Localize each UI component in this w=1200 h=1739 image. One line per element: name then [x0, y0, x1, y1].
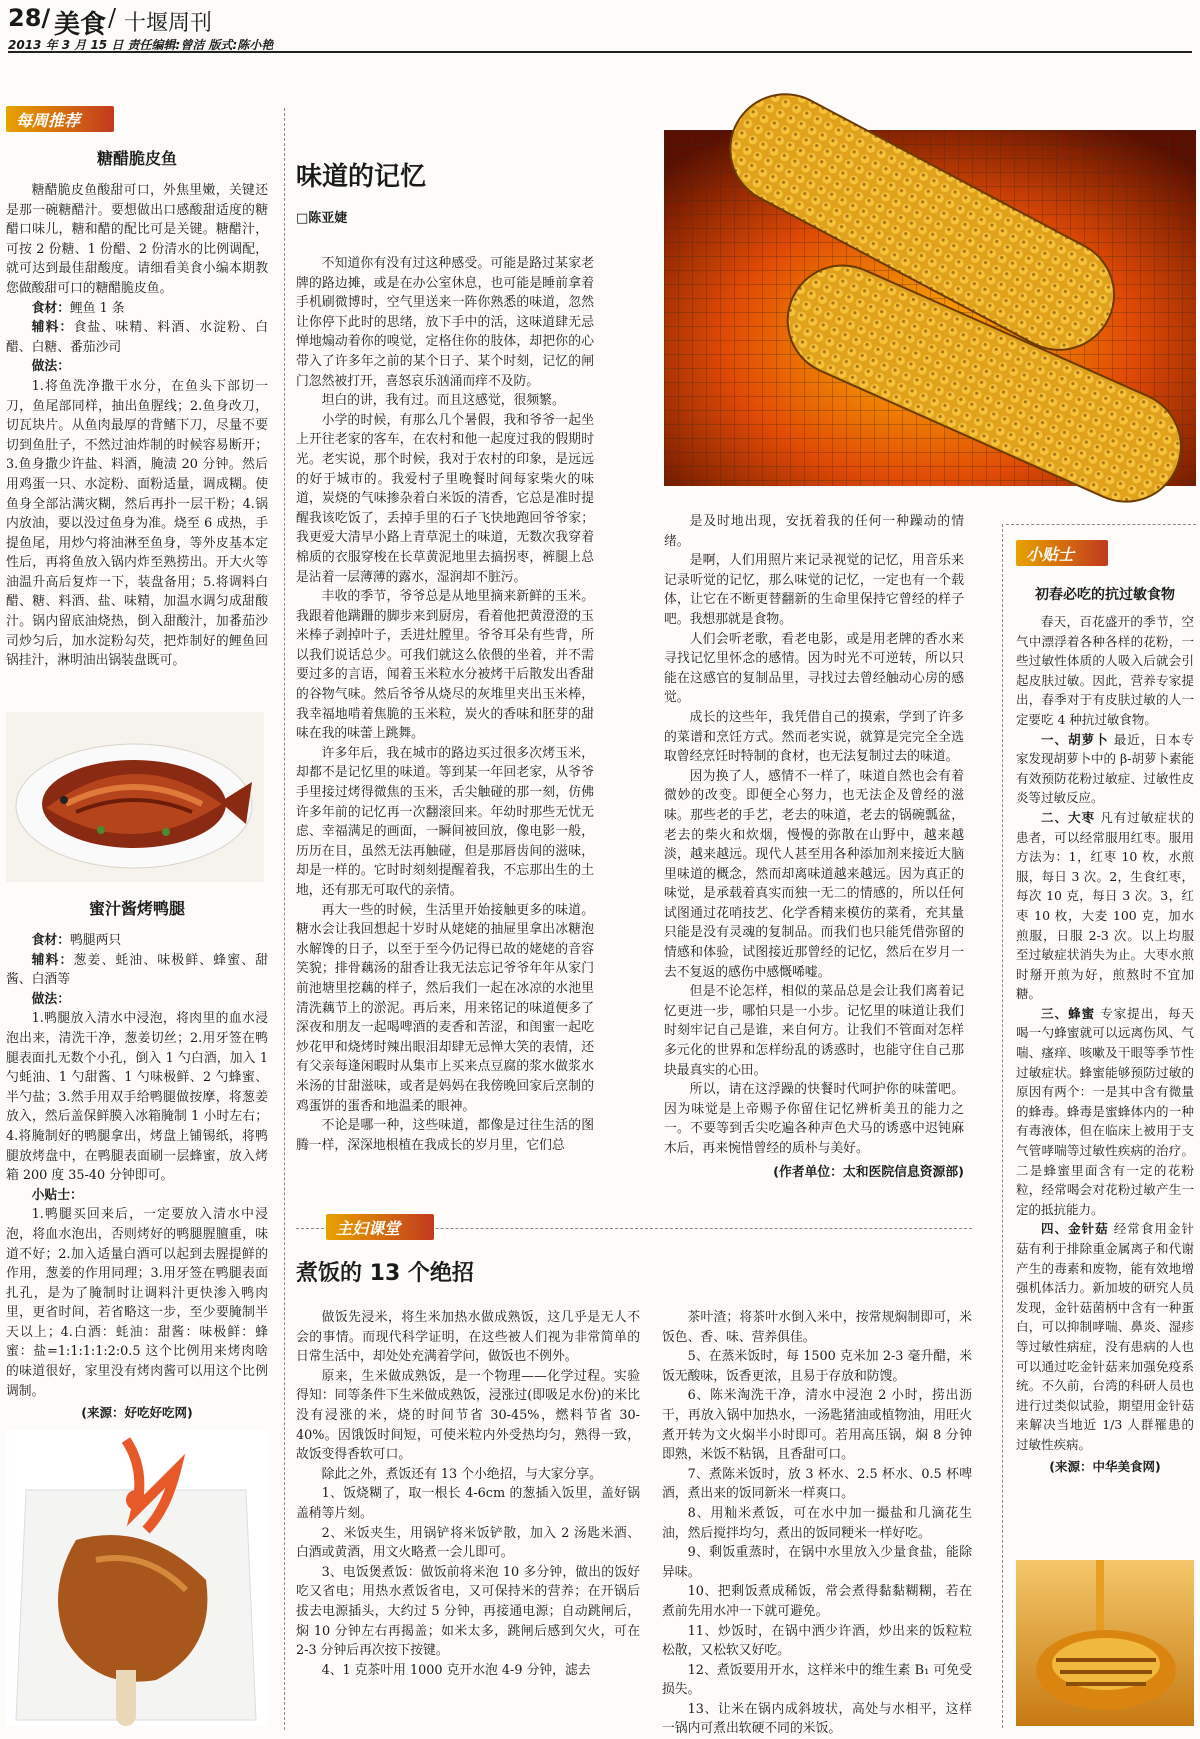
weekly-pick-badge: 每周推荐	[6, 106, 114, 132]
rice-para: 茶叶渣；将茶叶水倒入米中，按常规焖制即可，米饭色、香、味、营养俱佳。	[662, 1310, 972, 1345]
journal-name: 十堰周刊	[124, 11, 213, 36]
memory-para: 人们会听老歌，看老电影，或是用老牌的香水来寻找记忆里怀念的感情。因为时光不可逆转，所以只能在这感官的复制品里，寻找过去曾经触动心房的感觉。	[664, 631, 964, 706]
memory-col2	[664, 512, 964, 1180]
rice-col1	[296, 1308, 640, 1728]
rice-para: 8、用籼米煮饭，可在水中加一撮盐和几滴花生油，然后搅拌均匀，煮出的饭同粳米一样好吃。	[662, 1505, 972, 1541]
rice-para: 11、炒饭时，在锅中洒少许酒，炒出来的饭粒粒松散，又松软又好吃。	[662, 1623, 972, 1659]
memory-para: 因为换了人，感情不一样了，味道自然也会有着微妙的改变。即便全心努力，也无法企及曾经的滋味。那些老的手艺，老去的味道，老去的锅碗瓢盆，老去的柴火和炊烟，慢慢的弥散在山野中，越来越淡，越来越远。现代人甚至用各种添加剂来接近大脑里味道的概念，然而却离味道越来越远。因为真正的味觉，是承载着真实而独一无二的情感的，所以任何试图通过花哨技艺、化学香精来模仿的菜肴，充其量只能是没有灵魂的复制品。而我们也只能凭借弥留的情感和体验，试图接近那曾经的记忆，然后在岁月一去不复返的感伤中感慨唏嘘。	[664, 768, 964, 980]
rice-para: 6、陈米淘洗干净，清水中浸泡 2 小时，捞出沥干，再放入锅中加热水，一汤匙猪油或植物油，用旺火煮开转为文火焖半小时即可。若用高压锅，焖 8 分钟即熟，米饭不粘锅，且香甜可口。	[662, 1388, 972, 1463]
duck-dish-image	[6, 1430, 268, 1726]
duck-source: (来源：好吃好吃网)	[81, 1405, 193, 1421]
duck-article	[6, 896, 269, 1421]
rice-col2	[662, 1308, 972, 1737]
column-divider-right	[1002, 524, 1003, 1728]
tips-top-rule	[1006, 524, 1196, 525]
page-header	[8, 4, 1192, 50]
rice-para: 7、煮陈米饭时，放 3 杯水、2.5 杯水、0.5 杯啤酒，煮出来的饭同新米一样爽口。	[662, 1466, 972, 1502]
rice-para: 做饭先浸米，将生米加热水做成熟饭，这几乎是无人不会的事情。而现代科学证明，在这些被人们视为非常简单的日常生活中，却处处充满着学问，做饭也不例外。	[296, 1310, 640, 1365]
rice-para: 5、在蒸米饭时，每 1500 克米加 2-3 毫升醋，米饭无酸味，饭香更浓，且易于存放和防馊。	[662, 1349, 972, 1384]
honey-image	[1016, 1560, 1194, 1726]
column-divider-left	[284, 108, 285, 1730]
fish-method: 1.将鱼洗净撒干水分，在鱼头下部切一刀，鱼尾部同样，抽出鱼腥线；2.鱼身改刀，切瓦块片。从鱼肉最厚的背鳍下刀，尽量不要切到鱼肚子，不然过油炸制的时候容易断开；3.鱼身撒少许盐、料酒，腌渍 20 分钟。然后用鸡蛋一只、水淀粉、面粉适量，调成糊。使鱼身全部沾满灾糊，然后再扑一层干粉；4.锅内放油，要以没过鱼身为准。烧至 6 成热，手提鱼尾，用炒勺将油淋至鱼身，等外皮基本定性后，再将鱼放入锅内炸至熟捞出。开大火等油温升高后复炸一下，装盘备用；5.将调料白醋、糖、料酒、盐、味精，加温水调匀成甜酸汁。锅内留底油烧热，倒入甜酸汁，加番茄沙司炒匀后，加水淀粉勾芡，把炸制好的鲤鱼回锅挂汁，淋明油出锅装盘既可。	[6, 378, 268, 669]
rice-para: 12、煮饭要用开水，这样米中的维生素 B₁ 可免受损失。	[662, 1662, 972, 1698]
allergy-item: 四、金针菇 经常食用金针菇有利于排除重金属离子和代谢产生的毒素和废物，能有效地增强机体活力。新加坡的研究人员发现，金针菇菌柄中含有一种蛋白，可以抑制哮喘、鼻炎、湿疹等过敏性病症，没有患病的人也可以通过吃金针菇来加强免疫系统。不久前，台湾的科研人员也进行过类似试验，期望用金针菇来解决当地近 1/3 人群罹患的过敏性疾病。	[1016, 1221, 1194, 1452]
memory-col1	[296, 254, 594, 1194]
rice-para: 原来，生米做成熟饭，是一个物理——化学过程。实验得知：同等条件下生米做成熟饭，浸涨过(即吸足水份)的米比没有浸涨的米，烧的时间节省 30-45%，燃料节省 30-40%。因饿饭时间短，可使米粒内外受热均匀，熟得一致，故饭变得香软可口。	[296, 1368, 640, 1463]
memory-para: 再大一些的时候，生活里开始接触更多的味道。糖水会让我回想起十岁时从姥姥的抽屉里拿出冰糖泡水解馋的日子，以至于至今仍记得已故的姥姥的音容笑貌；排骨藕汤的甜香让我无法忘记爷爷年年从家门前池塘里挖藕的样子，然后我们一起在冰凉的水池里清洗藕节上的淤泥。再后来，用来铭记的味道便多了深夜和朋友一起喝啤酒的麦香和苦涩，和闺蜜一起吃炒花甲和烧烤时辣出眼泪却肆无忌惮大笑的表情，还有父亲每逢闲暇时从集市上买来点豆腐的浆水做浆水米汤的甘甜滋味，或者是妈妈在我傍晚回家后烹制的鸡蛋饼的蛋香和地温柔的眼神。	[296, 902, 594, 1114]
rice-para: 1、饭烧糊了，取一根长 4-6cm 的葱插入饭里，盖好锅盖稍等片刻。	[296, 1486, 640, 1521]
memory-author: □陈亚婕	[296, 211, 348, 226]
grilled-corn-image	[664, 130, 1196, 486]
fish-main: 食材：鲤鱼 1 条	[31, 300, 125, 316]
memory-para: 是及时地出现，安抚着我的任何一种躁动的情绪。	[664, 514, 964, 549]
duck-method: 1.鸭腿放入清水中浸泡，将肉里的血水浸泡出来，清洗干净，葱姜切丝；2.用牙签在鸭腿表面扎无数个小孔，倒入 1 勺白酒，加入 1 勺蚝油、1 勺甜酱、1 勺味极鲜、2 勺蜂蜜、半勺盐；3.然手用双手给鸭腿做按摩，将葱姜放入，然后盖保鲜膜入冰箱腌制 1 小时左右；4.将腌制好的鸭腿拿出，烤盘上铺锡纸，将鸭腿放烤盘中，在鸭腿表面刷一层蜂蜜，放入烤箱 200 度 35-40 分钟即可。	[6, 1011, 268, 1184]
allergy-title: 初春必吃的抗过敏食物	[1035, 587, 1175, 603]
fish-article	[6, 146, 268, 708]
memory-para: 许多年后，我在城市的路边买过很多次烤玉米，却都不是记忆里的味道。等到某一年回老家，从爷爷手里接过烤得微焦的玉米，舌尖触碰的那一刻，仿佛许多年前的记忆再一次翻滚回来。年幼时那些无忧无虑、幸福满足的画面，一瞬间被回放，像电影一般，历历在目，虽然无法再触碰，但是那唇齿间的滋味，却是一样的。它时时刻刻提醒着我，不忘那出生的土地，还有那无可取代的亲情。	[296, 745, 594, 898]
duck-main: 食材：鸭腿两只	[31, 933, 122, 948]
page-number: 28/	[8, 4, 51, 32]
allergy-source: (来源：中华美食网)	[1049, 1458, 1161, 1474]
memory-para: 成长的这些年，我凭借自己的摸索，学到了许多的菜谱和烹饪方式。然而老实说，就算是完完全全选取曾经烹饪时特制的食材，也无法复制过去的味道。	[664, 709, 964, 765]
allergy-item: 二、大枣 凡有过敏症状的患者，可以经常服用红枣。服用方法为：1，红枣 10 枚，水煎服，每日 3 次。2，生食红枣，每次 10 克，每日 3 次。3，红枣 10 枚，大麦 100 克，加水煎服，日服 2-3 次。以上均服至过敏症状消失为止。大枣水煎时掰开煎为好，煎熬时不宜加糖。	[1016, 809, 1194, 1002]
housewife-class-badge: 主妇课堂	[326, 1214, 434, 1240]
tips-badge: 小贴士	[1016, 540, 1108, 566]
fish-dish-image	[6, 712, 264, 882]
memory-para: 但是不论怎样，相似的菜品总是会让我们离着记忆更进一步，哪怕只是一小步。记忆里的味道让我们时刻牢记自己是谁，来自何方。让我们不管面对怎样多元化的世界和怎样纷乱的诱惑时，也能守住自己那块最真实的心田。	[664, 984, 964, 1078]
rice-para: 13、让米在锅内成斜坡状，高处与水相平，这样一锅内可煮出软硬不同的米饭。	[662, 1701, 972, 1737]
rice-para: 9、剩饭重蒸时，在锅中水里放入少量食盐，能除异味。	[662, 1545, 972, 1580]
memory-para: 是啊，人们用照片来记录视觉的记忆，用音乐来记录听觉的记忆，那么味觉的记忆，一定也有一个载体，让它在不断更替翻新的生命里保持它曾经的样子吧。我想那就是食物。	[664, 553, 964, 627]
allergy-item: 三、蜂蜜 专家提出，每天喝一勺蜂蜜就可以远离伤风、气喘、瘙痒、咳嗽及干眼等季节性过敏症状。蜂蜜能够预防过敏的原因有两个：一是其中含有微量的蜂毒。蜂毒是蜜蜂体内的一种有毒液体，但在临床上被用于支气管哮喘等过敏性疾病的治疗。二是蜂蜜里面含有一定的花粉粒，经常喝会对花粉过敏产生一定的抵抗能力。	[1016, 1005, 1194, 1217]
fish-intro: 糖醋脆皮鱼酸甜可口，外焦里嫩，关键还是那一碗糖醋汁。要想做出口感酸甜适度的糖醋口味儿，糖和醋的配比可是关键。糖醋汁，可按 2 份糖、1 份醋、2 份清水的比例调配，就可达到最佳甜酸度。请细看美食小编本期教您做酸甜可口的糖醋脆皮鱼。	[6, 183, 268, 296]
memory-title: 味道的记忆	[296, 162, 427, 192]
rice-para: 4、1 克茶叶用 1000 克开水泡 4-9 分钟，滤去	[321, 1662, 591, 1678]
fish-method-label: 做法：	[31, 359, 70, 375]
header-slash: /	[108, 4, 117, 32]
memory-para: 不论是哪一种，这些味道，都像是过往生活的图腾一样，深深地根植在我成长的岁月里，它们总	[296, 1118, 594, 1153]
allergy-item: 一、胡萝卜 最近，日本专家发现胡萝卜中的 β-胡萝卜素能有效预防花粉过敏症、过敏性皮炎等过敏反应。	[1016, 731, 1194, 806]
allergy-article	[1016, 584, 1194, 1544]
section-title: 美食	[54, 10, 107, 40]
memory-para: 坦白的讲，我有过。而且这感觉，很频繁。	[321, 393, 565, 409]
issue-meta: 2013 年 3 月 15 日 责任编辑:曾洁 版式:陈小艳	[8, 38, 274, 52]
allergy-intro: 春天，百花盛开的季节，空气中漂浮着各种各样的花粉，一些过敏性体质的人吸入后就会引起皮肤过敏。因此，营养专家提出，春季对于有皮肤过敏的人一定要吃 4 种抗过敏食物。	[1016, 614, 1194, 727]
fish-title: 糖醋脆皮鱼	[96, 149, 177, 168]
rice-para: 除此之外，煮饭还有 13 个小绝招，与大家分享。	[321, 1466, 602, 1482]
rice-para: 10、把剩饭煮成稀饭，常会煮得黏黏糊糊，若在煮前先用水冲一下就可避免。	[662, 1584, 972, 1619]
duck-tips-label: 小贴士：	[31, 1187, 83, 1203]
rice-header	[296, 1256, 616, 1296]
rice-para: 2、米饭夹生，用锅铲将米饭铲散，加入 2 汤匙米酒、白酒或黄酒，用文火略煮一会儿即可。	[296, 1525, 640, 1561]
duck-aux: 辅料：葱姜、蚝油、味极鲜、蜂蜜、甜酱、白酒等	[6, 952, 269, 988]
memory-para: 所以，请在这浮躁的快餐时代呵护你的味蕾吧。因为味觉是上帝赐予你留住记忆辨析美丑的能力之一。不要等到舌尖吃遍各种声色犬马的诱惑中迟钝麻木后，再来惋惜曾经的质朴与美好。	[664, 1082, 964, 1156]
duck-title: 蜜汁酱烤鸭腿	[88, 899, 185, 918]
memory-para: 丰收的季节，爷爷总是从地里摘来新鲜的玉米。我跟着他蹒跚的脚步来到厨房，看着他把黄澄澄的玉米棒子剥掉叶子，丢进灶膛里。爷爷耳朵有些背，所以我们说话总少。可我们就这么依偎的坐着，并不需要过多的言语，闻着玉米粒水分被烤干后散发出香甜的谷物气味。然后爷爷从烧尽的灰堆里夹出玉米棒，我幸福地啃着焦脆的玉米粒，炭火的香味和胚芽的甜味在我的味蕾上跳舞。	[296, 589, 594, 742]
fish-aux: 辅料：食盐、味精、料酒、水淀粉、白醋、白糖、番茄沙司	[6, 320, 269, 355]
duck-tips: 1.鸭腿买回来后，一定要放入清水中浸泡，将血水泡出，否则烤好的鸭腿腥膻重，味道不好；2.加入适量白酒可以起到去腥提鲜的作用，葱姜的作用同理；3.用牙签在鸭腿表面扎孔，是为了腌制时让调料汁更快渗入鸭肉里，更省时间，若省略这一步，至少要腌制半天以上；4.白酒：蚝油：甜酱：味极鲜：蜂蜜：盐=1:1:1:1:2:0.5 这个比例用来烤肉啥的味道很好，家里没有烤肉酱可以用这个比例调制。	[6, 1207, 268, 1399]
header-rule	[8, 51, 1192, 53]
memory-para: 小学的时候，有那么几个暑假，我和爷爷一起坐上开往老家的客车，在农村和他一起度过我的假期时光。老实说，那个时候，我对于农村的印象，是远远的好于城市的。我爱村子里晚餐时间每家柴火的味道，炭烧的气味掺杂着白米饭的清香，它总是准时提醒我该吃饭了，丢掉手里的石子飞快地跑回爷爷家；我更爱大清早小路上青草泥土的味道，无数次我穿着棉质的衣服穿梭在长草黄泥地里去搞拐枣，裤腿上总是沾着一层薄薄的露水，湿润却不脏污。	[296, 412, 594, 585]
memory-author-unit: (作者单位：太和医院信息资源部)	[773, 1164, 964, 1180]
rice-title: 煮饭的 13 个绝招	[296, 1261, 474, 1286]
memory-para: 不知道你有没有过这种感受。可能是路过某家老牌的路边摊，或是在办公室休息，也可能是睡前拿着手机刷微博时，空气里送来一阵你熟悉的味道，忽然让你停下此时的思绪，放下手中的活，这味道肆无忌惮地煽动着你的嗅觉，定格住你的肢体，却把你的心带入了许多年之前的某个日子、某个时刻，记忆的闸门忽然被打开，喜怒哀乐汹涌而痒不及防。	[296, 256, 594, 389]
memory-header	[296, 140, 596, 226]
rice-para: 3、电饭煲煮饭：做饭前将米泡 10 多分钟，做出的饭好吃又省电；用热水煮饭省电，又可保持米的营养；在开锅后拔去电源插头，大约过 5 分钟，再接通电源；自动跳闸后，焖 10 分钟左右再揭盖；如米太多，跳闸后感到欠火，可在 2-3 分钟后再次按下按键。	[296, 1564, 640, 1659]
duck-method-label: 做法：	[31, 991, 70, 1007]
